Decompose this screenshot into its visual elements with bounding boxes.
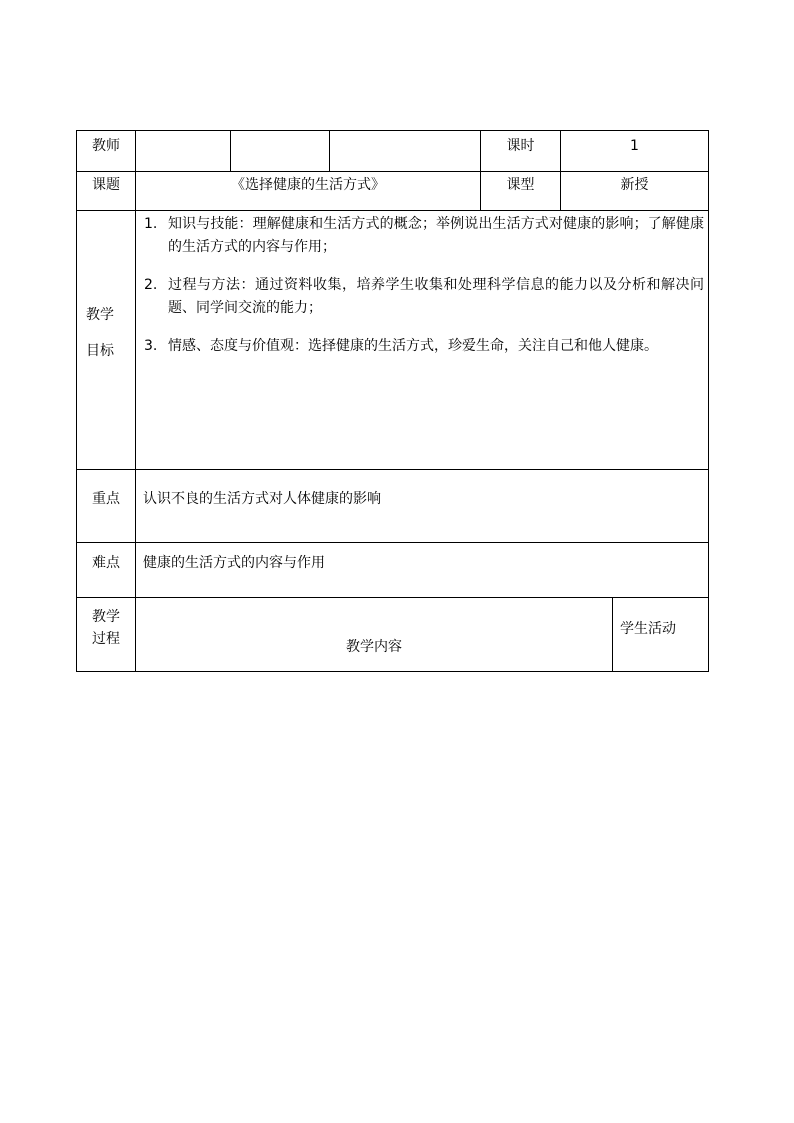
objectives-label-line2: 目标 bbox=[86, 343, 114, 359]
period-label: 课时 bbox=[506, 138, 535, 154]
topic-value: 《选择健康的生活方式》 bbox=[231, 177, 385, 193]
label-column-divider bbox=[135, 130, 136, 672]
activity-col-divider bbox=[612, 597, 613, 672]
row-divider-1 bbox=[76, 171, 709, 172]
process-label-line1: 教学 bbox=[92, 609, 120, 625]
row-divider-5 bbox=[76, 597, 709, 598]
objective-item bbox=[144, 335, 704, 358]
objective-item bbox=[144, 274, 704, 320]
teacher-label: 教师 bbox=[92, 138, 120, 154]
type-label: 课型 bbox=[506, 177, 535, 193]
teacher-col-divider-1 bbox=[230, 130, 231, 171]
key-point-value: 认识不良的生活方式对人体健康的影响 bbox=[143, 491, 381, 507]
objective-number: 2. bbox=[144, 277, 158, 293]
objective-text: 过程与方法：通过资料收集，培养学生收集和处理科学信息的能力以及分析和解决问题、同学间交流的能力； bbox=[168, 277, 704, 316]
objectives-list bbox=[144, 213, 704, 373]
type-value: 新授 bbox=[620, 177, 649, 193]
objective-number: 3. bbox=[144, 338, 158, 354]
difficult-point-label: 难点 bbox=[92, 555, 120, 571]
table-border-bottom bbox=[76, 671, 709, 672]
key-point-label: 重点 bbox=[92, 491, 120, 507]
table-border-right bbox=[708, 130, 709, 672]
content-header: 教学内容 bbox=[346, 639, 402, 655]
difficult-point-value: 健康的生活方式的内容与作用 bbox=[143, 555, 325, 571]
row-divider-2 bbox=[76, 210, 709, 211]
activity-header: 学生活动 bbox=[620, 621, 676, 637]
process-label-line2: 过程 bbox=[92, 631, 120, 647]
objective-text: 情感、态度与价值观：选择健康的生活方式，珍爱生命，关注自己和他人健康。 bbox=[168, 338, 658, 354]
objective-number: 1. bbox=[144, 216, 158, 232]
teacher-col-divider-2 bbox=[329, 130, 330, 171]
table-border-left bbox=[76, 130, 77, 672]
objectives-label-line1: 教学 bbox=[86, 307, 114, 323]
topic-label: 课题 bbox=[92, 177, 120, 193]
objective-text: 知识与技能：理解健康和生活方式的概念；举例说出生活方式对健康的影响；了解健康的生活方式的内容与作用； bbox=[168, 216, 704, 255]
objective-item bbox=[144, 213, 704, 259]
period-value: 1 bbox=[630, 138, 639, 154]
row-divider-3 bbox=[76, 469, 709, 470]
table-border-top bbox=[76, 130, 709, 131]
row-divider-4 bbox=[76, 542, 709, 543]
